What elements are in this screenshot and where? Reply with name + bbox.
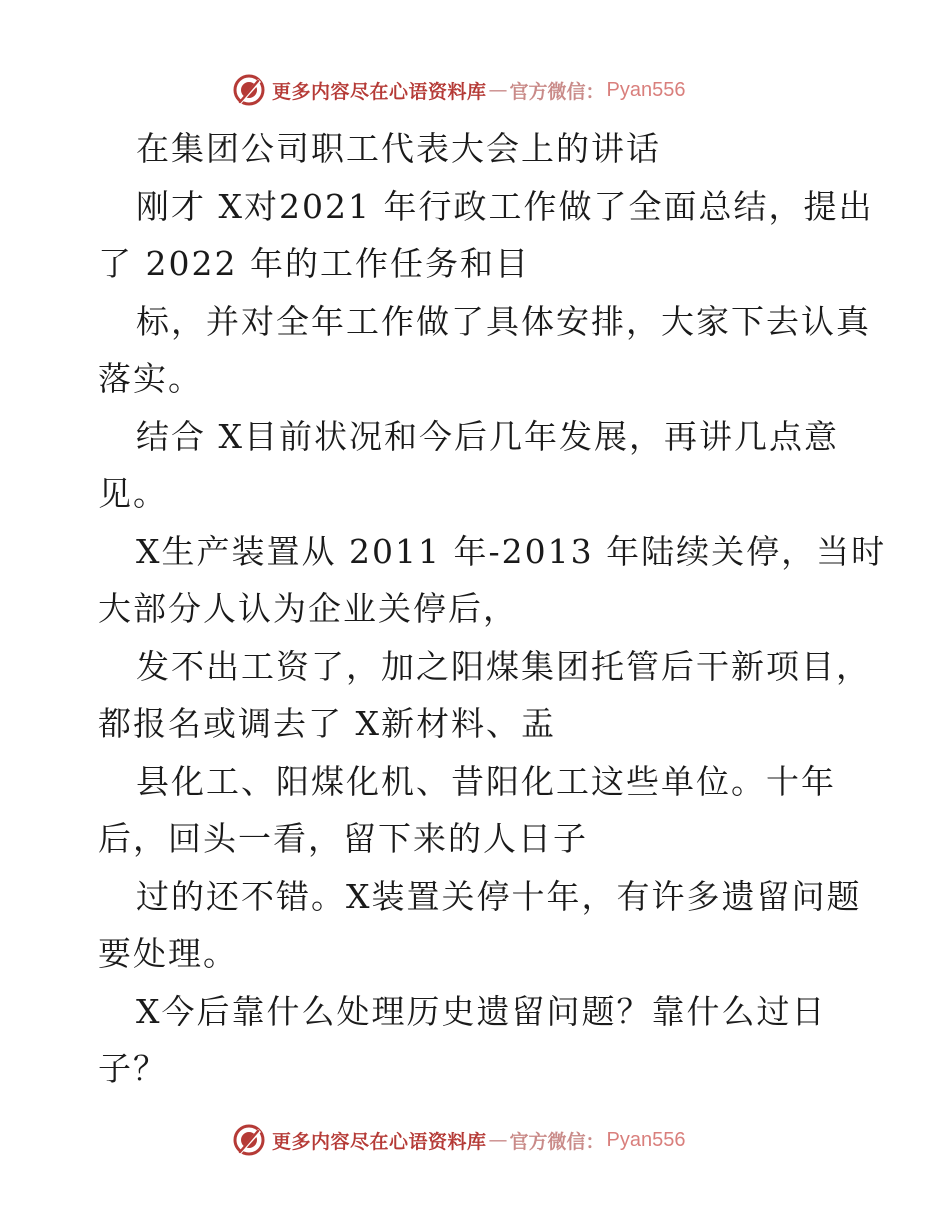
paragraph-line: 落实。 [98, 359, 203, 398]
document-body [98, 120, 887, 1098]
paragraph-line: X生产装置从 2011 年-2013 年陆续关停，当时 [136, 531, 887, 571]
paragraph-line: 过的还不错。X装置关停十年，有许多遗留问题 [136, 876, 862, 916]
watermark-dash: — [488, 1129, 508, 1151]
paragraph-line: 了 2022 年的工作任务和目 [98, 244, 530, 283]
document-title: 在集团公司职工代表大会上的讲话 [136, 129, 661, 168]
quill-logo-icon [232, 1123, 266, 1157]
paragraph-line: X今后靠什么处理历史遗留问题？靠什么过日 [136, 991, 827, 1031]
watermark-wechat-id: Pyan556 [606, 1128, 686, 1151]
paragraph-line: 见。 [98, 474, 168, 513]
paragraph-line: 刚才 X对2021 年行政工作做了全面总结，提出 [136, 186, 874, 226]
paragraph-line: 结合 X目前状况和今后几年发展，再讲几点意 [136, 416, 839, 456]
watermark-wechat-label: 官方微信： [509, 80, 605, 103]
paragraph-line: 大部分人认为企业关停后， [98, 589, 518, 628]
paragraph-line: 子？ [98, 1049, 168, 1088]
watermark-footer [232, 1123, 686, 1157]
quill-logo-icon [232, 73, 266, 107]
paragraph-line: 标，并对全年工作做了具体安排，大家下去认真 [136, 301, 871, 341]
paragraph-line: 要处理。 [98, 934, 238, 973]
paragraph-line: 都报名或调去了 X新材料、盂 [98, 704, 556, 743]
watermark-site-text: 更多内容尽在心语资料库 [272, 80, 487, 103]
watermark-site-text: 更多内容尽在心语资料库 [272, 1130, 487, 1153]
watermark-dash: — [488, 79, 508, 101]
watermark-header [232, 73, 686, 107]
paragraph-line: 县化工、阳煤化机、昔阳化工这些单位。十年 [136, 761, 836, 801]
watermark-wechat-id: Pyan556 [606, 78, 686, 101]
watermark-wechat-label: 官方微信： [509, 1130, 605, 1153]
paragraph-line: 后，回头一看，留下来的人日子 [98, 819, 588, 858]
paragraph-line: 发不出工资了，加之阳煤集团托管后干新项目， [136, 646, 871, 686]
